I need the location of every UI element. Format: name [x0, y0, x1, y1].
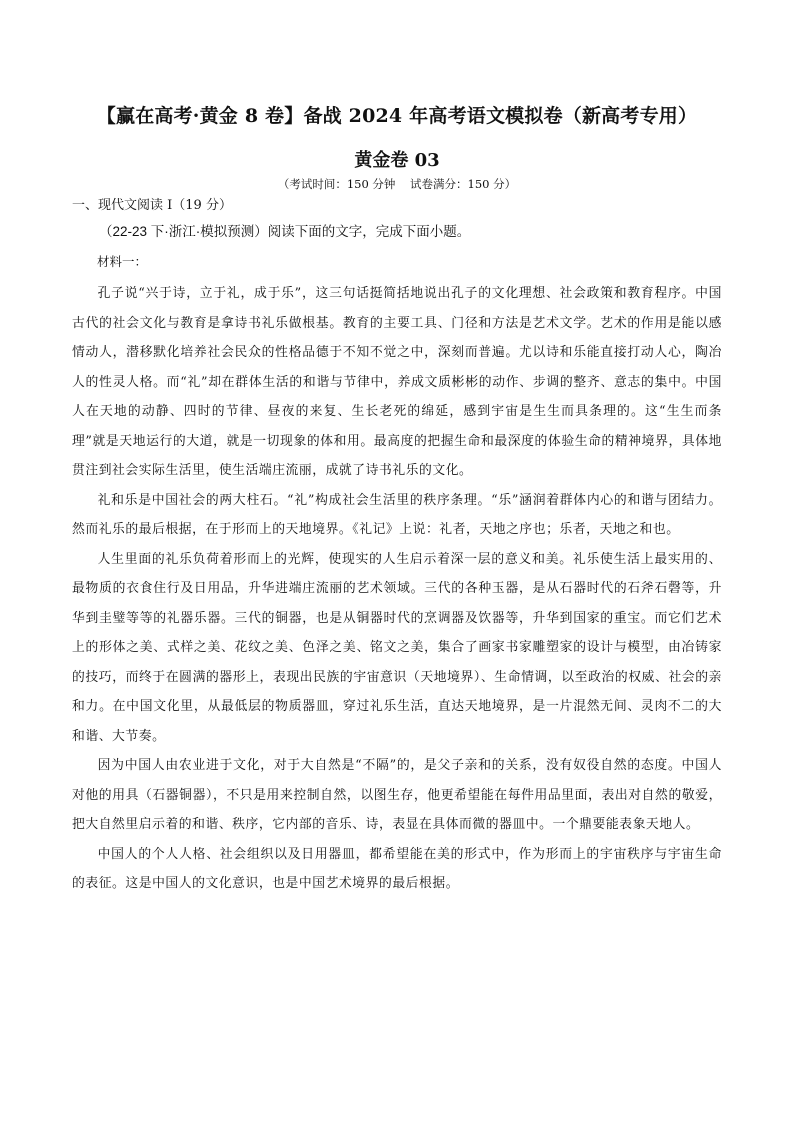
- paragraph-4: 因为中国人由农业进于文化，对于大自然是“不隔”的，是父子亲和的关系，没有奴役自然的态度。中国人对他的用具（石器铜器），不只是用来控制自然，以图生存，他更希望能在每件用品里面，表出对自然的敬爱，把大自然里启示着的和谐、秩序，它内部的音乐、诗，表显在具体而微的器皿中。一个鼎要能表象天地人。: [72, 758, 722, 832]
- document-title: 【赢在高考·黄金 8 卷】备战 2024 年高考语文模拟卷（新高考专用）: [96, 105, 698, 127]
- exam-info: （考试时间：150 分钟 试卷满分：150 分）: [277, 177, 517, 191]
- paragraph-2: 礼和乐是中国社会的两大柱石。“礼”构成社会生活里的秩序条理。“乐”涵润着群体内心的和谐与团结力。然而礼乐的最后根据，在于形而上的天地境界。《礼记》上说：礼者，天地之序也；乐者，天地之和也。: [72, 492, 722, 537]
- section-heading: 一、现代文阅读 I（19 分）: [72, 198, 232, 213]
- paragraph-1: 孔子说“兴于诗，立于礼，成于乐”，这三句话挺简括地说出孔子的文化理想、社会政策和教育程序。中国古代的社会文化与教育是拿诗书礼乐做根基。教育的主要工具、门径和方法是艺术文学。艺术的作用是能以感情动人，潜移默化培养社会民众的性格品德于不知不觉之中，深刻而普遍。尤以诗和乐能直接打动人心，陶冶人的性灵人格。而“礼”却在群体生活的和谐与节律中，养成文质彬彬的动作、步调的整齐、意志的集中。中国人在天地的动静、四时的节律、昼夜的来复、生长老死的绵延，感到宇宙是生生而具条理的。这“生生而条理”就是天地运行的大道，就是一切现象的体和用。最高度的把握生命和最深度的体验生命的精神境界，具体地贯注到社会实际生活里，使生活端庄流丽，成就了诗书礼乐的文化。: [72, 286, 722, 478]
- paragraph-3: 人生里面的礼乐负荷着形而上的光辉，使现实的人生启示着深一层的意义和美。礼乐使生活上最实用的、最物质的衣食住行及日用品，升华进端庄流丽的艺术领域。三代的各种玉器，是从石器时代的石斧石磬等，升华到圭璧等等的礼器乐器。三代的铜器，也是从铜器时代的烹调器及饮器等，升华到国家的重宝。而它们艺术上的形体之美、式样之美、花纹之美、色泽之美、铭文之美，集合了画家书家雕塑家的设计与模型，由冶铸家的技巧，而终于在圆满的器形上，表现出民族的宇宙意识（天地境界）、生命情调，以至政治的权威、社会的亲和力。在中国文化里，从最低层的物质器皿，穿过礼乐生活，直达天地境界，是一片混然无间、灵肉不二的大和谐、大节奏。: [72, 551, 722, 744]
- paragraph-5: 中国人的个人人格、社会组织以及日用器皿，都希望能在美的形式中，作为形而上的宇宙秩序与宇宙生命的表征。这是中国人的文化意识，也是中国艺术境界的最后根据。: [72, 846, 722, 891]
- question-intro: （22-23 下·浙江·模拟预测）阅读下面的文字，完成下面小题。: [99, 224, 471, 239]
- material-label: 材料一：: [97, 254, 148, 269]
- document-subtitle: 黄金卷 03: [354, 150, 440, 171]
